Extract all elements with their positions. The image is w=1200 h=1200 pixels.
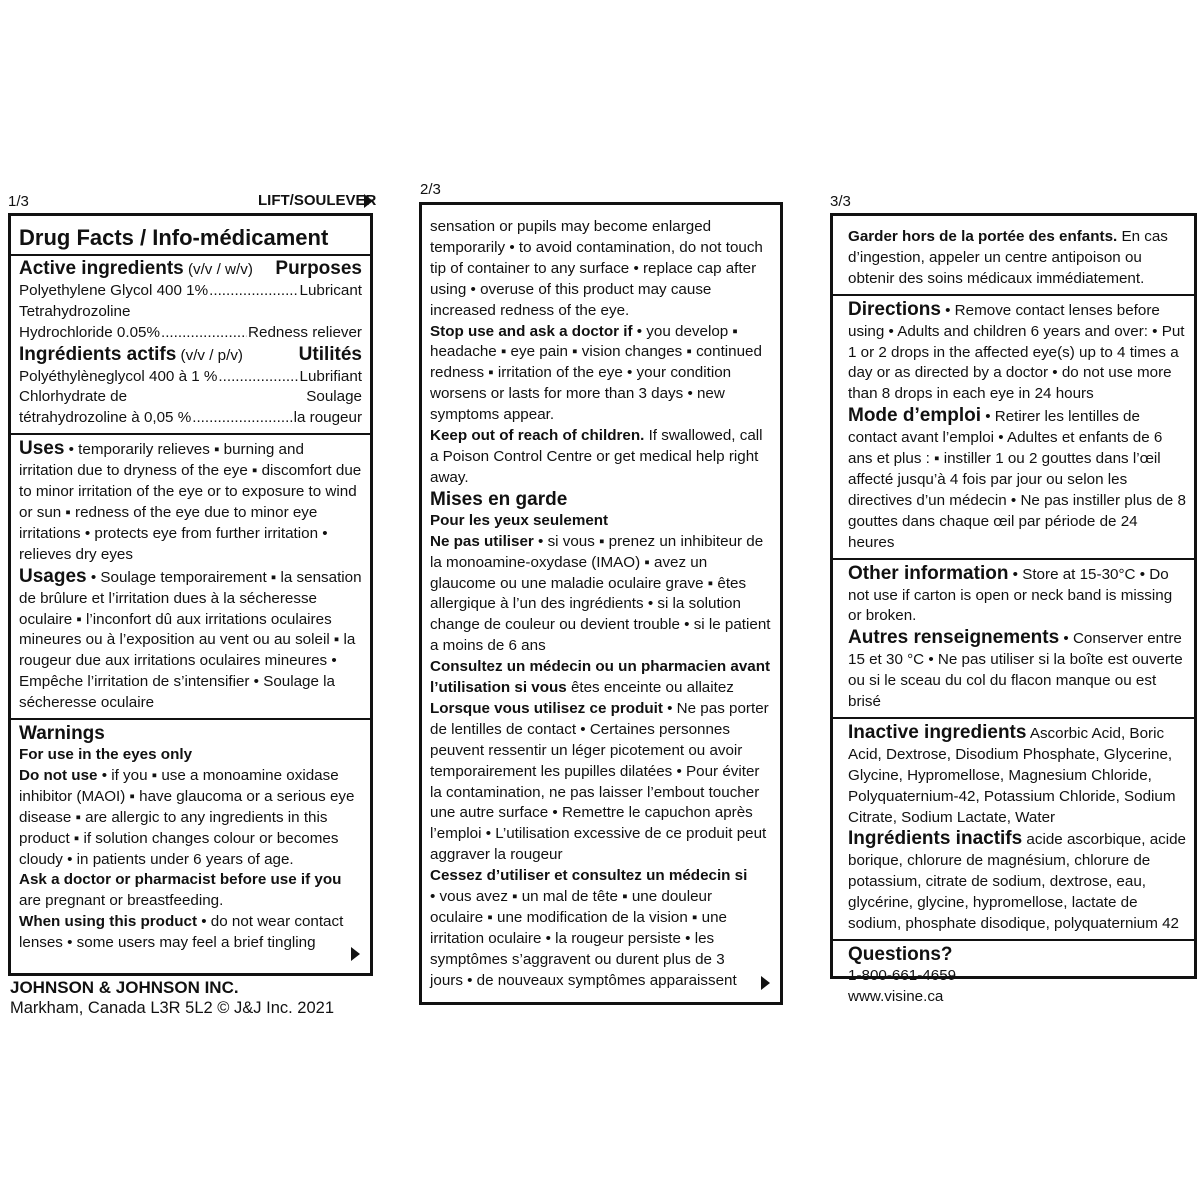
inactive-ingredients-text: Ascorbic Acid, Boric Acid, Dextrose, Disodium Phosphate, Glycerine, Glycine, Hypromellose, Magnesium Chloride, Polyquaternium-42, Potassium Chloride, Sodium Citrate, Sodium Lactate, Water xyxy=(848,724,1176,826)
panel2-intro-text: sensation or pupils may become enlarged temporarily • to avoid contamination, do not touch tip of container to any surface • replace cap after using • overuse of this product may cause increased redness of the eye. xyxy=(430,218,763,319)
ingredient-2-line1: Tetrahydrozoline xyxy=(19,302,131,320)
garder-label: Garder hors de la portée des enfants. xyxy=(848,228,1118,245)
directions-heading: Directions xyxy=(848,298,941,320)
usages-heading: Usages xyxy=(19,565,87,587)
drug-facts-panel-1 xyxy=(8,213,373,976)
stop-use-label: Stop use and ask a doctor if xyxy=(430,322,633,340)
drug-facts-panel-3 xyxy=(830,213,1197,1005)
lift-arrow-icon xyxy=(364,194,373,208)
uses-text: • temporarily relieves ▪ burning and irritation due to dryness of the eye ▪ discomfort due to minor irritation of the eye or to exposure to wind or sun ▪ redness of the eye due to minor eye irritations • protects eye from further irritation • relieves dry eyes xyxy=(19,441,362,563)
do-not-use-label: Do not use xyxy=(19,766,98,784)
other-information-text: • Store at 15-30°C • Do not use if carton is open or neck band is missing or broken. xyxy=(848,565,1173,625)
actifs-units: (v/v / p/v) xyxy=(176,346,243,364)
website-link[interactable]: www.visine.ca xyxy=(848,987,944,1005)
ingredient-1-purpose: Lubricant xyxy=(299,281,362,299)
eyes-only-subheading: For use in the eyes only xyxy=(19,746,193,764)
when-using-label: When using this product xyxy=(19,913,198,931)
yeux-seulement-subheading: Pour les yeux seulement xyxy=(430,511,609,529)
mises-en-garde-heading: Mises en garde xyxy=(430,488,568,510)
ingredients-inactifs-heading: Ingrédients inactifs xyxy=(848,828,1023,850)
ask-doctor-text: are pregnant or breastfeeding. xyxy=(19,892,224,910)
drug-facts-title: Drug Facts / Info-médicament xyxy=(19,225,329,250)
page-number-3: 3/3 xyxy=(830,193,851,210)
ingredient-2-name: Hydrochloride 0.05% xyxy=(19,323,160,341)
uses-heading: Uses xyxy=(19,438,65,460)
ne-pas-utiliser-label: Ne pas utiliser xyxy=(430,532,534,550)
fr-ingredient-2-name: tétrahydrozoline à 0,05 % xyxy=(19,409,192,427)
page-number-1: 1/3 xyxy=(8,193,29,210)
inactive-ingredients-heading: Inactive ingredients xyxy=(848,721,1027,743)
continue-arrow-icon xyxy=(761,976,770,990)
ne-pas-utiliser-text: • si vous ▪ prenez un inhibiteur de la monoamine-oxydase (IMAO) ▪ avez un glaucome ou une maladie oculaire grave ▪ êtes allergique à l’un des ingrédients • si la solution change de couleur ou devient trouble • si le patient a moins de 6 ans xyxy=(430,532,771,655)
when-using-text: • do not wear contact lenses • some users may feel a brief tingling xyxy=(19,913,344,952)
cessez-label: Cessez d’utiliser et consultez un médecin si xyxy=(430,867,748,885)
actifs-heading: Ingrédients actifs xyxy=(19,343,177,365)
lorsque-text: • Ne pas porter de lentilles de contact • Certaines personnes peuvent ressentir un léger picotement ou avoir temporairement les pupilles dilatées • Pour éviter la contamination, ne pas laisser l’embout toucher une autre surface • Remettre le capuchon après l’emploi • L’utilisation excessive de ce produit peut aggraver la rougeur xyxy=(430,699,769,864)
consultez-text: êtes enceinte ou allaitez xyxy=(566,679,734,697)
do-not-use-text: • if you ▪ use a monoamine oxidase inhibitor (MAOI) ▪ have glaucoma or a serious eye disease ▪ are allergic to any ingredients in this product ▪ if solution changes colour or becomes cloudy • in patients under 6 years of age. xyxy=(19,766,355,868)
keep-out-label: Keep out of reach of children. xyxy=(430,427,645,445)
fr-ingredient-1-name: Polyéthylèneglycol 400 à 1 % xyxy=(19,367,218,385)
active-ingredients-section xyxy=(11,254,370,433)
drug-facts-panel-2 xyxy=(419,202,783,1005)
autres-renseignements-heading: Autres renseignements xyxy=(848,627,1060,649)
fr-ingredient-2-line1: Chlorhydrate de xyxy=(19,388,128,406)
fr-ingredient-2-purpose: la rougeur xyxy=(293,409,362,427)
uses-section xyxy=(11,433,370,718)
cessez-text: • vous avez ▪ un mal de tête ▪ une douleur oculaire ▪ une modification de la vision ▪ une irritation oculaire • la rougeur persiste • les symptômes s’aggravent ou durent plus de 3 jours • de nouveaux symptômes apparaissent xyxy=(430,888,737,989)
keep-out-text: If swallowed, call a Poison Control Centre or get medical help right away. xyxy=(430,427,763,486)
utilites-heading: Utilités xyxy=(298,343,362,365)
stop-use-text: • you develop ▪ headache ▪ eye pain ▪ vision changes ▪ continued redness ▪ irritation of the eye • your condition worsens or lasts for more than 3 days • new symptoms appear. xyxy=(430,322,762,424)
ask-doctor-label: Ask a doctor or pharmacist before use if you xyxy=(19,871,342,889)
page-number-2: 2/3 xyxy=(420,181,441,198)
continue-arrow-icon xyxy=(351,947,360,961)
company-address: Markham, Canada L3R 5L2 © J&J Inc. 2021 xyxy=(10,999,334,1017)
fr-ingredient-2-purpose-line1: Soulage xyxy=(306,388,362,406)
company-name: JOHNSON & JOHNSON INC. xyxy=(10,978,239,997)
autres-renseignements-text: • Conserver entre 15 et 30 °C • Ne pas utiliser si la boîte est ouverte ou si le sceau du col du flacon manque ou est brisé xyxy=(848,630,1183,711)
mode-emploi-heading: Mode d’emploi xyxy=(848,405,981,427)
other-information-heading: Other information xyxy=(848,562,1009,584)
directions-text: • Remove contact lenses before using • Adults and children 6 years and over: • Put 1 or 2 drops in the affected eye(s) up to 4 times a day or as directed by a doctor • do not use more than 8 drops in each eye in 24 hours xyxy=(848,301,1185,403)
consultez-label: Consultez un médecin ou un pharmacien avant l’utilisation si vous xyxy=(430,658,771,697)
ingredient-1-name: Polyethylene Glycol 400 1% xyxy=(19,281,209,299)
questions-heading: Questions? xyxy=(848,944,953,965)
ingredients-inactifs-text: acide ascorbique, acide borique, chlorure de magnésium, chlorure de potassium, citrate de sodium, dextrose, eau, glycérine, glycine, hypromellose, lactate de sodium, phosphate disodique, polyquaternium 42 xyxy=(848,831,1186,933)
phone-number: 1-800-661-4659 xyxy=(848,967,957,984)
fr-ingredient-1-purpose: Lubrifiant xyxy=(299,367,362,385)
warnings-section xyxy=(11,718,370,958)
purposes-heading: Purposes xyxy=(275,258,362,279)
ingredient-2-purpose: Redness reliever xyxy=(248,323,362,341)
garder-text: En cas d’ingestion, appeler un centre antipoison ou obtenir des soins médicaux immédiatement. xyxy=(848,228,1168,287)
lift-label: LIFT/SOULEVER xyxy=(258,192,377,209)
warnings-heading: Warnings xyxy=(19,723,105,745)
active-ingredients-heading: Active ingredients xyxy=(19,258,184,279)
usages-text: • Soulage temporairement ▪ la sensation de brûlure et l’irritation dues à la sécheresse oculaire ▪ l’inconfort dû aux irritations oculaires mineures ou à l’exposition au vent ou au soleil ▪ la rougeur due aux irritations oculaires mineures • Empêche l’irritation de s’intensifier • Soulage la sécheresse oculaire xyxy=(19,568,362,712)
mode-emploi-text: • Retirer les lentilles de contact avant l’emploi • Adultes et enfants de 6 ans et plus : ▪ instiller 1 ou 2 gouttes dans l’œil affecté jusqu’à 4 fois par jour ou selon les directives d’un médecin • Ne pas instiller plus de 8 gouttes dans chaque œil par période de 24 heures xyxy=(848,408,1186,551)
lorsque-label: Lorsque vous utilisez ce produit xyxy=(430,699,663,717)
active-units: (v/v / w/v) xyxy=(183,261,253,278)
